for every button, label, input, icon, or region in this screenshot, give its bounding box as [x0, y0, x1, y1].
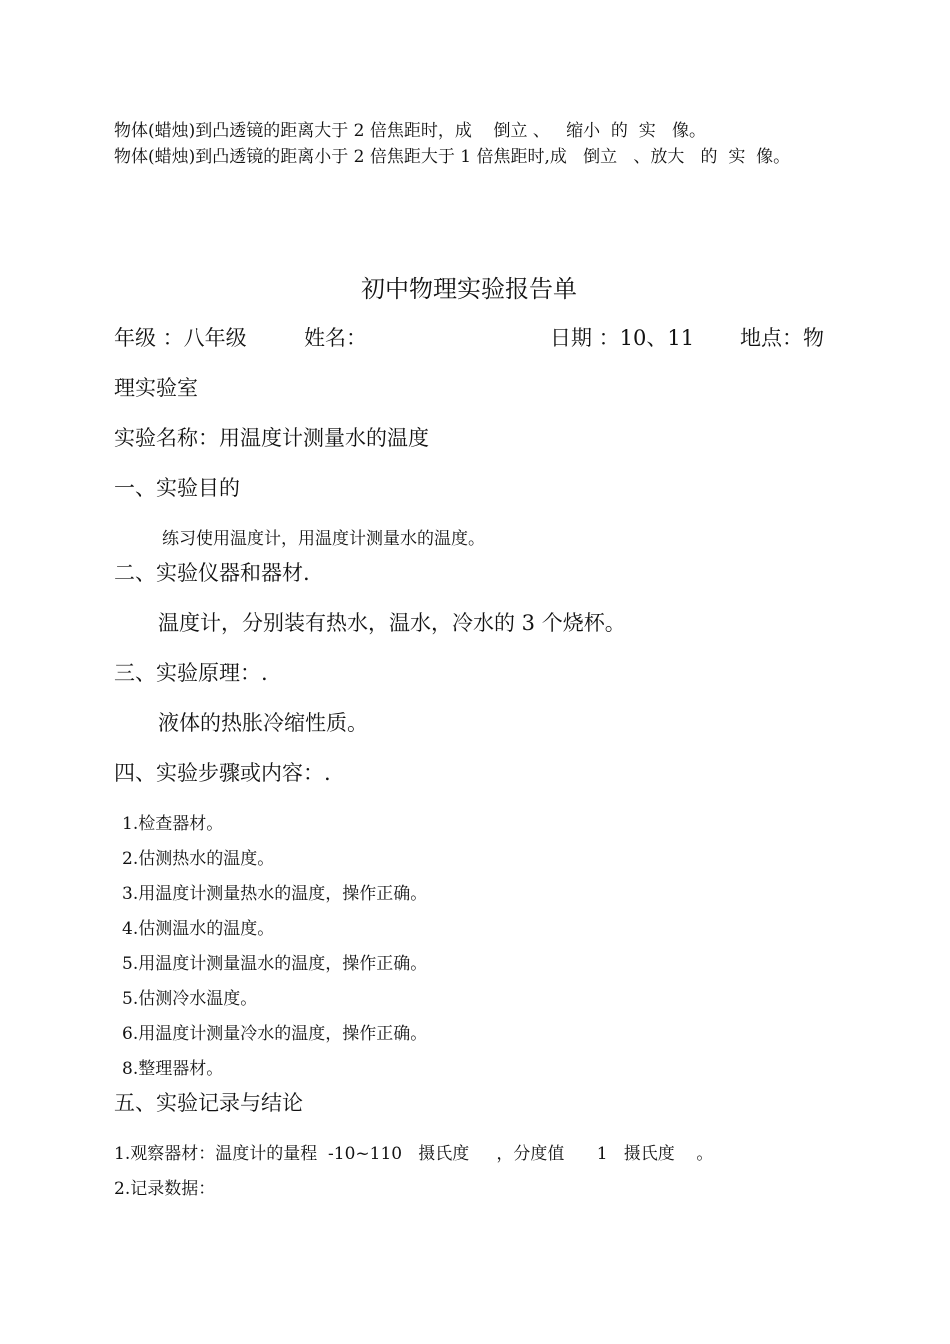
experiment-name: 实验名称：用温度计测量水的温度 [114, 426, 429, 450]
intro-line-2: 物体(蜡烛)到凸透镜的距离小于 2 倍焦距大于 1 倍焦距时,成 倒立 、放大 的 实 像。 [114, 147, 791, 167]
purpose-text: 练习使用温度计，用温度计测量水的温度。 [162, 529, 485, 549]
principle-text: 液体的热胀冷缩性质。 [158, 711, 368, 735]
step-item: 5.估测冷水温度。 [122, 989, 258, 1009]
place-field-end: 理实验室 [114, 376, 198, 400]
step-item: 2.估测热水的温度。 [122, 849, 275, 869]
record-heading: 五、实验记录与结论 [114, 1091, 303, 1115]
equipment-text: 温度计，分别装有热水，温水，冷水的 3 个烧杯。 [158, 611, 626, 635]
step-item: 5.用温度计测量温水的温度，操作正确。 [122, 954, 428, 974]
report-title: 初中物理实验报告单 [361, 275, 577, 303]
step-item: 4.估测温水的温度。 [122, 919, 275, 939]
step-item: 1.检查器材。 [122, 814, 224, 834]
name-field: 姓名： [304, 326, 367, 350]
record-line-1: 1.观察器材：温度计的量程 -10~110 摄氏度 ，分度值 1 摄氏度 。 [114, 1144, 714, 1164]
principle-heading: 三、实验原理：. [114, 661, 268, 685]
steps-heading: 四、实验步骤或内容：. [114, 761, 331, 785]
step-item: 6.用温度计测量冷水的温度，操作正确。 [122, 1024, 428, 1044]
record-line-2: 2.记录数据： [114, 1179, 216, 1199]
equipment-heading: 二、实验仪器和器材. [114, 561, 310, 585]
step-item: 8.整理器材。 [122, 1059, 224, 1079]
purpose-heading: 一、实验目的 [114, 476, 240, 500]
step-item: 3.用温度计测量热水的温度，操作正确。 [122, 884, 428, 904]
place-field-start: 地点：物 [740, 326, 824, 350]
date-field: 日期 ：10、11 [550, 326, 695, 350]
grade-field: 年级 ：八年级 [114, 326, 247, 350]
intro-line-1: 物体(蜡烛)到凸透镜的距离大于 2 倍焦距时，成 倒立 、 缩小 的 实 像。 [114, 121, 706, 141]
